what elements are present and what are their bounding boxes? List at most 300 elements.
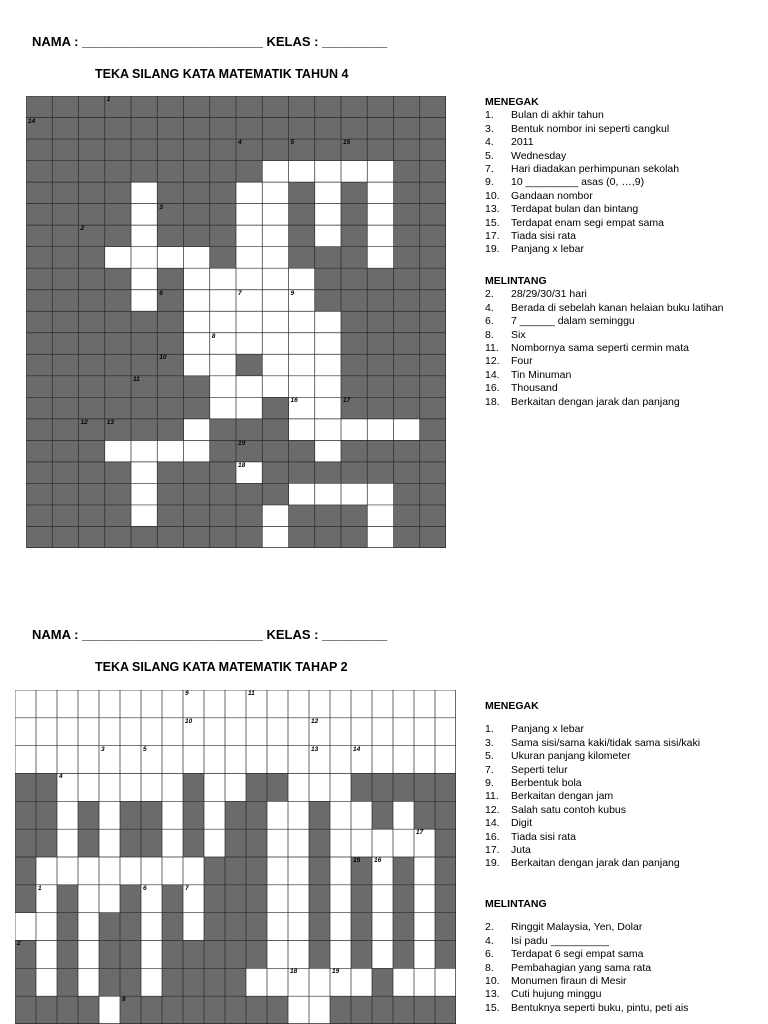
answer-cell[interactable] xyxy=(315,182,341,204)
answer-cell[interactable] xyxy=(351,690,372,718)
answer-cell[interactable] xyxy=(288,885,309,913)
answer-cell[interactable] xyxy=(288,996,309,1024)
answer-cell[interactable] xyxy=(414,857,435,885)
answer-cell[interactable] xyxy=(15,690,36,718)
answer-cell[interactable] xyxy=(57,829,78,857)
answer-cell[interactable] xyxy=(372,857,393,885)
shaded-cell xyxy=(393,940,414,968)
answer-cell[interactable] xyxy=(99,857,120,885)
answer-cell[interactable] xyxy=(78,968,99,996)
answer-cell[interactable] xyxy=(315,397,341,419)
answer-cell[interactable] xyxy=(330,801,351,829)
answer-cell[interactable] xyxy=(184,440,210,462)
shaded-cell xyxy=(184,397,210,419)
answer-cell[interactable] xyxy=(372,690,393,718)
answer-cell[interactable] xyxy=(183,746,204,774)
answer-cell[interactable] xyxy=(131,462,157,484)
answer-cell[interactable] xyxy=(330,746,351,774)
answer-cell[interactable] xyxy=(262,247,288,269)
menegak-clues xyxy=(485,723,760,870)
answer-cell[interactable] xyxy=(225,746,246,774)
clue-text: Berkaitan dengan jarak dan panjang xyxy=(511,395,680,408)
shaded-cell xyxy=(79,333,105,355)
shaded-cell xyxy=(309,857,330,885)
answer-cell[interactable] xyxy=(267,746,288,774)
answer-cell[interactable] xyxy=(315,419,341,441)
answer-cell[interactable] xyxy=(330,718,351,746)
answer-cell[interactable] xyxy=(393,968,414,996)
shaded-cell xyxy=(309,885,330,913)
answer-cell[interactable] xyxy=(157,247,183,269)
answer-cell[interactable] xyxy=(367,204,393,226)
clue-number: 17. xyxy=(485,230,500,243)
shaded-cell xyxy=(57,996,78,1024)
answer-cell[interactable] xyxy=(393,801,414,829)
answer-cell[interactable] xyxy=(435,968,456,996)
answer-cell[interactable] xyxy=(162,857,183,885)
answer-cell[interactable] xyxy=(330,885,351,913)
shaded-cell xyxy=(79,419,105,441)
shaded-cell xyxy=(367,96,393,118)
answer-cell[interactable] xyxy=(414,885,435,913)
answer-cell[interactable] xyxy=(262,311,288,333)
answer-cell[interactable] xyxy=(309,718,330,746)
answer-cell[interactable] xyxy=(99,996,120,1024)
answer-cell[interactable] xyxy=(435,718,456,746)
answer-cell[interactable] xyxy=(78,940,99,968)
answer-cell[interactable] xyxy=(435,690,456,718)
answer-cell[interactable] xyxy=(341,419,367,441)
shaded-cell xyxy=(341,440,367,462)
answer-cell[interactable] xyxy=(99,718,120,746)
answer-cell[interactable] xyxy=(289,161,315,183)
answer-cell[interactable] xyxy=(183,690,204,718)
answer-cell[interactable] xyxy=(289,376,315,398)
shaded-cell xyxy=(262,96,288,118)
clue-number-label: 11 xyxy=(248,690,255,697)
answer-cell[interactable] xyxy=(78,690,99,718)
answer-cell[interactable] xyxy=(36,690,57,718)
answer-cell[interactable] xyxy=(183,857,204,885)
answer-cell[interactable] xyxy=(288,690,309,718)
answer-cell[interactable] xyxy=(131,247,157,269)
answer-cell[interactable] xyxy=(183,718,204,746)
answer-cell[interactable] xyxy=(99,829,120,857)
answer-cell[interactable] xyxy=(262,333,288,355)
answer-cell[interactable] xyxy=(414,940,435,968)
answer-cell[interactable] xyxy=(267,940,288,968)
answer-cell[interactable] xyxy=(330,773,351,801)
answer-cell[interactable] xyxy=(330,690,351,718)
answer-cell[interactable] xyxy=(236,462,262,484)
answer-cell[interactable] xyxy=(141,746,162,774)
answer-cell[interactable] xyxy=(36,968,57,996)
answer-cell[interactable] xyxy=(36,718,57,746)
answer-cell[interactable] xyxy=(267,968,288,996)
shaded-cell xyxy=(420,397,446,419)
answer-cell[interactable] xyxy=(262,268,288,290)
answer-cell[interactable] xyxy=(414,746,435,774)
shaded-cell xyxy=(204,857,225,885)
answer-cell[interactable] xyxy=(414,913,435,941)
answer-cell[interactable] xyxy=(367,505,393,527)
answer-cell[interactable] xyxy=(141,968,162,996)
answer-cell[interactable] xyxy=(162,690,183,718)
answer-cell[interactable] xyxy=(141,885,162,913)
answer-cell[interactable] xyxy=(367,225,393,247)
answer-cell[interactable] xyxy=(289,354,315,376)
clue-text: Sama sisi/sama kaki/tidak sama sisi/kaki xyxy=(511,736,701,749)
answer-cell[interactable] xyxy=(184,290,210,312)
answer-cell[interactable] xyxy=(262,505,288,527)
answer-cell[interactable] xyxy=(267,885,288,913)
answer-cell[interactable] xyxy=(372,829,393,857)
answer-cell[interactable] xyxy=(309,968,330,996)
answer-cell[interactable] xyxy=(330,913,351,941)
answer-cell[interactable] xyxy=(36,940,57,968)
answer-cell[interactable] xyxy=(184,333,210,355)
answer-cell[interactable] xyxy=(162,746,183,774)
kelas-blank[interactable]: _________ xyxy=(322,627,388,642)
shaded-cell xyxy=(157,225,183,247)
answer-cell[interactable] xyxy=(78,885,99,913)
answer-cell[interactable] xyxy=(225,718,246,746)
clue-number-label: 5 xyxy=(143,745,147,753)
answer-cell[interactable] xyxy=(184,419,210,441)
answer-cell[interactable] xyxy=(315,225,341,247)
answer-cell[interactable] xyxy=(120,718,141,746)
answer-cell[interactable] xyxy=(15,718,36,746)
shaded-cell xyxy=(435,773,456,801)
answer-cell[interactable] xyxy=(236,225,262,247)
answer-cell[interactable] xyxy=(183,913,204,941)
answer-cell[interactable] xyxy=(262,290,288,312)
answer-cell[interactable] xyxy=(15,746,36,774)
shaded-cell xyxy=(289,204,315,226)
answer-cell[interactable] xyxy=(236,182,262,204)
answer-cell[interactable] xyxy=(184,354,210,376)
answer-cell[interactable] xyxy=(246,690,267,718)
clue-number-label: 8 xyxy=(122,996,126,1004)
answer-cell[interactable] xyxy=(204,801,225,829)
clue-text: Wednesday xyxy=(511,149,567,162)
clue-number: 10. xyxy=(485,974,500,987)
answer-cell[interactable] xyxy=(393,746,414,774)
answer-cell[interactable] xyxy=(289,311,315,333)
clue-number-label: 19 xyxy=(332,968,340,976)
answer-cell[interactable] xyxy=(162,718,183,746)
answer-cell[interactable] xyxy=(414,968,435,996)
answer-cell[interactable] xyxy=(262,204,288,226)
answer-cell[interactable] xyxy=(351,968,372,996)
shaded-cell xyxy=(36,996,57,1024)
shaded-cell xyxy=(52,440,78,462)
answer-cell[interactable] xyxy=(210,354,236,376)
answer-cell[interactable] xyxy=(141,773,162,801)
answer-cell[interactable] xyxy=(236,290,262,312)
answer-cell[interactable] xyxy=(289,419,315,441)
answer-cell[interactable] xyxy=(57,718,78,746)
answer-cell[interactable] xyxy=(36,885,57,913)
answer-cell[interactable] xyxy=(267,857,288,885)
answer-cell[interactable] xyxy=(309,746,330,774)
answer-cell[interactable] xyxy=(131,290,157,312)
answer-cell[interactable] xyxy=(315,354,341,376)
answer-cell[interactable] xyxy=(99,746,120,774)
answer-cell[interactable] xyxy=(351,718,372,746)
answer-cell[interactable] xyxy=(315,376,341,398)
answer-cell[interactable] xyxy=(288,746,309,774)
answer-cell[interactable] xyxy=(210,333,236,355)
answer-cell[interactable] xyxy=(162,829,183,857)
answer-cell[interactable] xyxy=(99,801,120,829)
answer-cell[interactable] xyxy=(367,182,393,204)
answer-cell[interactable] xyxy=(105,440,131,462)
answer-cell[interactable] xyxy=(204,690,225,718)
shaded-cell xyxy=(394,182,420,204)
answer-cell[interactable] xyxy=(367,247,393,269)
answer-cell[interactable] xyxy=(288,773,309,801)
shaded-cell xyxy=(210,462,236,484)
shaded-cell xyxy=(15,801,36,829)
answer-cell[interactable] xyxy=(351,801,372,829)
answer-cell[interactable] xyxy=(225,773,246,801)
answer-cell[interactable] xyxy=(367,161,393,183)
answer-cell[interactable] xyxy=(236,268,262,290)
clue-number-label: 18 xyxy=(290,968,298,976)
clue-number-label: 17 xyxy=(343,397,351,405)
shaded-cell xyxy=(26,139,52,161)
answer-cell[interactable] xyxy=(288,968,309,996)
answer-cell[interactable] xyxy=(262,354,288,376)
answer-cell[interactable] xyxy=(330,829,351,857)
answer-cell[interactable] xyxy=(141,690,162,718)
clue-number: 17. xyxy=(485,844,500,857)
answer-cell[interactable] xyxy=(267,913,288,941)
answer-cell[interactable] xyxy=(267,829,288,857)
answer-cell[interactable] xyxy=(267,801,288,829)
answer-cell[interactable] xyxy=(435,746,456,774)
answer-cell[interactable] xyxy=(262,376,288,398)
answer-cell[interactable] xyxy=(393,718,414,746)
answer-cell[interactable] xyxy=(236,397,262,419)
answer-cell[interactable] xyxy=(225,690,246,718)
answer-cell[interactable] xyxy=(236,376,262,398)
answer-cell[interactable] xyxy=(162,801,183,829)
answer-cell[interactable] xyxy=(131,182,157,204)
answer-cell[interactable] xyxy=(367,483,393,505)
shaded-cell xyxy=(225,940,246,968)
shaded-cell xyxy=(57,885,78,913)
answer-cell[interactable] xyxy=(267,690,288,718)
answer-cell[interactable] xyxy=(184,268,210,290)
answer-cell[interactable] xyxy=(120,773,141,801)
answer-cell[interactable] xyxy=(210,290,236,312)
answer-cell[interactable] xyxy=(78,913,99,941)
answer-cell[interactable] xyxy=(309,996,330,1024)
answer-cell[interactable] xyxy=(184,311,210,333)
shaded-cell xyxy=(79,139,105,161)
answer-cell[interactable] xyxy=(315,440,341,462)
answer-cell[interactable] xyxy=(36,913,57,941)
answer-cell[interactable] xyxy=(236,247,262,269)
answer-cell[interactable] xyxy=(289,290,315,312)
answer-cell[interactable] xyxy=(414,829,435,857)
answer-cell[interactable] xyxy=(99,773,120,801)
answer-cell[interactable] xyxy=(131,440,157,462)
clue-text: Panjang x lebar xyxy=(511,723,584,736)
answer-cell[interactable] xyxy=(267,718,288,746)
answer-cell[interactable] xyxy=(141,913,162,941)
clue-number: 18. xyxy=(485,395,500,408)
answer-cell[interactable] xyxy=(372,718,393,746)
answer-cell[interactable] xyxy=(57,773,78,801)
answer-cell[interactable] xyxy=(183,885,204,913)
answer-cell[interactable] xyxy=(120,857,141,885)
answer-cell[interactable] xyxy=(288,801,309,829)
shaded-cell xyxy=(26,333,52,355)
kelas-blank[interactable]: _________ xyxy=(322,34,388,49)
answer-cell[interactable] xyxy=(393,690,414,718)
answer-cell[interactable] xyxy=(131,268,157,290)
answer-cell[interactable] xyxy=(288,913,309,941)
answer-cell[interactable] xyxy=(246,968,267,996)
answer-cell[interactable] xyxy=(414,718,435,746)
answer-cell[interactable] xyxy=(309,690,330,718)
answer-cell[interactable] xyxy=(372,913,393,941)
shaded-cell xyxy=(105,182,131,204)
answer-cell[interactable] xyxy=(99,690,120,718)
answer-cell[interactable] xyxy=(204,746,225,774)
answer-cell[interactable] xyxy=(15,913,36,941)
answer-cell[interactable] xyxy=(315,161,341,183)
answer-cell[interactable] xyxy=(289,483,315,505)
shaded-cell xyxy=(262,118,288,140)
answer-cell[interactable] xyxy=(236,333,262,355)
answer-cell[interactable] xyxy=(57,801,78,829)
answer-cell[interactable] xyxy=(288,940,309,968)
shaded-cell xyxy=(225,913,246,941)
answer-cell[interactable] xyxy=(141,940,162,968)
answer-cell[interactable] xyxy=(78,746,99,774)
answer-cell[interactable] xyxy=(236,204,262,226)
clue-item xyxy=(485,962,760,975)
answer-cell[interactable] xyxy=(210,268,236,290)
shaded-cell xyxy=(79,311,105,333)
answer-cell[interactable] xyxy=(99,885,120,913)
answer-cell[interactable] xyxy=(372,746,393,774)
answer-cell[interactable] xyxy=(141,718,162,746)
answer-cell[interactable] xyxy=(210,311,236,333)
shaded-cell xyxy=(394,161,420,183)
nama-blank[interactable]: _________________________ xyxy=(82,34,263,49)
answer-cell[interactable] xyxy=(204,773,225,801)
shaded-cell xyxy=(26,204,52,226)
clue-text: Berada di sebelah kanan helaian buku latihan xyxy=(511,301,724,314)
answer-cell[interactable] xyxy=(36,857,57,885)
answer-cell[interactable] xyxy=(341,161,367,183)
shaded-cell xyxy=(420,354,446,376)
answer-cell[interactable] xyxy=(246,746,267,774)
shaded-cell xyxy=(26,161,52,183)
answer-cell[interactable] xyxy=(351,829,372,857)
answer-cell[interactable] xyxy=(315,204,341,226)
shaded-cell xyxy=(78,801,99,829)
answer-cell[interactable] xyxy=(367,526,393,548)
answer-cell[interactable] xyxy=(289,397,315,419)
answer-cell[interactable] xyxy=(351,746,372,774)
answer-cell[interactable] xyxy=(204,829,225,857)
answer-cell[interactable] xyxy=(262,182,288,204)
nama-blank[interactable]: _________________________ xyxy=(82,627,263,642)
answer-cell[interactable] xyxy=(57,857,78,885)
answer-cell[interactable] xyxy=(262,526,288,548)
answer-cell[interactable] xyxy=(78,718,99,746)
answer-cell[interactable] xyxy=(120,746,141,774)
answer-cell[interactable] xyxy=(131,225,157,247)
answer-cell[interactable] xyxy=(105,247,131,269)
answer-cell[interactable] xyxy=(288,829,309,857)
clue-item xyxy=(485,988,760,1001)
answer-cell[interactable] xyxy=(414,690,435,718)
clue-text: Gandaan nombor xyxy=(511,189,593,202)
answer-cell[interactable] xyxy=(330,857,351,885)
answer-cell[interactable] xyxy=(162,773,183,801)
answer-cell[interactable] xyxy=(210,397,236,419)
answer-cell[interactable] xyxy=(367,419,393,441)
answer-cell[interactable] xyxy=(210,376,236,398)
answer-cell[interactable] xyxy=(57,746,78,774)
clue-number-label: 13 xyxy=(311,745,319,753)
answer-cell[interactable] xyxy=(262,225,288,247)
answer-cell[interactable] xyxy=(394,419,420,441)
answer-cell[interactable] xyxy=(330,968,351,996)
answer-cell[interactable] xyxy=(141,857,162,885)
answer-cell[interactable] xyxy=(36,746,57,774)
clue-number: 3. xyxy=(485,736,494,749)
answer-cell[interactable] xyxy=(78,773,99,801)
answer-cell[interactable] xyxy=(184,247,210,269)
answer-cell[interactable] xyxy=(131,483,157,505)
answer-cell[interactable] xyxy=(120,690,141,718)
answer-cell[interactable] xyxy=(204,718,225,746)
answer-cell[interactable] xyxy=(289,268,315,290)
answer-cell[interactable] xyxy=(330,940,351,968)
answer-cell[interactable] xyxy=(372,885,393,913)
answer-cell[interactable] xyxy=(341,483,367,505)
answer-cell[interactable] xyxy=(315,483,341,505)
answer-cell[interactable] xyxy=(288,857,309,885)
answer-cell[interactable] xyxy=(372,940,393,968)
answer-cell[interactable] xyxy=(288,718,309,746)
answer-cell[interactable] xyxy=(131,505,157,527)
answer-cell[interactable] xyxy=(157,440,183,462)
answer-cell[interactable] xyxy=(315,333,341,355)
answer-cell[interactable] xyxy=(131,204,157,226)
answer-cell[interactable] xyxy=(78,857,99,885)
answer-cell[interactable] xyxy=(236,311,262,333)
clue-item xyxy=(485,355,760,368)
clue-text: Terdapat bulan dan bintang xyxy=(511,203,639,216)
answer-cell[interactable] xyxy=(246,718,267,746)
answer-cell[interactable] xyxy=(393,829,414,857)
answer-cell[interactable] xyxy=(57,690,78,718)
answer-cell[interactable] xyxy=(315,311,341,333)
answer-cell[interactable] xyxy=(289,333,315,355)
nama-label: NAMA : xyxy=(32,34,79,49)
answer-cell[interactable] xyxy=(309,773,330,801)
answer-cell[interactable] xyxy=(262,161,288,183)
